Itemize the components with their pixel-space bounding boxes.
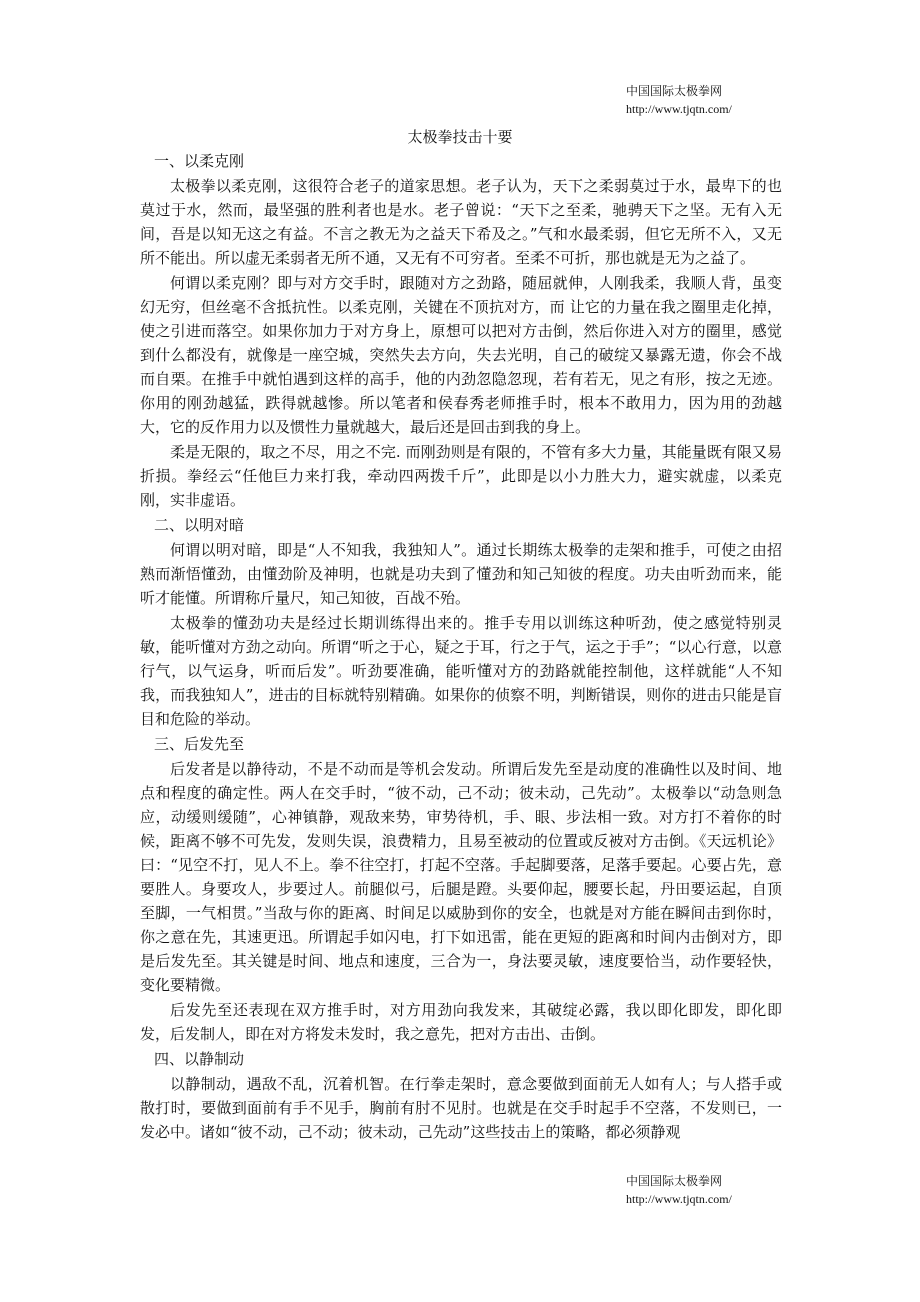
section-4-paragraph: 以静制动，遇敌不乱，沉着机智。在行拳走架时，意念要做到面前无人如有人；与人搭手或散打时，要做到面前有手不见手，胸前有肘不见肘。也就是在交手时起手不空落，不发则已，一发必中。诸如“彼不动，己不动；彼未动，己先动”这些技击上的策略，都必须静观 [140, 1075, 782, 1141]
header-site-name: 中国国际太极拳网 [626, 84, 723, 98]
section-1-heading: 一、以柔克刚 [154, 152, 245, 170]
article-body [140, 149, 782, 1145]
section-1-paragraph: 柔是无限的，取之不尽，用之不完. 而刚劲则是有限的，不管有多大力量，其能量既有限又易折损。拳经云“任他巨力来打我，牵动四两拨千斤”，此即是以小力胜大力，避实就虚，以柔克刚，实非虚语。 [140, 443, 782, 509]
document-title: 太极拳技击十要 [407, 128, 513, 146]
footer-url: http://www.tjqtn.com/ [626, 1192, 732, 1206]
section-1-paragraph: 何谓以柔克刚？即与对方交手时，跟随对方之劲路，随屈就伸，人刚我柔，我顺人背，虽变幻无穷，但丝毫不含抵抗性。以柔克刚，关键在不顶抗对方，而 让它的力量在我之圈里走化掉，使之引进而落空。如果你加力于对方身上，原想可以把对方击倒，然后你进入对方的圈里，感觉到什么都没有，就像是一座空城，突然失去方向，失去光明，自己的破绽又暴露无遗，你会不战而自栗。在推手中就怕遇到这样的高手，他的内劲忽隐忽现，若有若无，见之有形，按之无迹。你用的刚劲越猛，跌得就越惨。所以笔者和侯春秀老师推手时，根本不敢用力，因为用的劲越大，它的反作用力以及惯性力量就越大，最后还是回击到我的身上。 [140, 274, 782, 436]
section-3-paragraph: 后发先至还表现在双方推手时，对方用劲向我发来，其破绽必露，我以即化即发，即化即发，后发制人，即在对方将发未发时，我之意先，把对方击出、击倒。 [140, 1001, 782, 1043]
page-footer [626, 1172, 732, 1208]
section-2-heading: 二、以明对暗 [154, 516, 245, 534]
section-1-paragraph: 太极拳以柔克刚，这很符合老子的道家思想。老子认为，天下之柔弱莫过于水，最卑下的也莫过于水，然而，最坚强的胜利者也是水。老子曾说：“天下之至柔，驰骋天下之坚。无有入无间，吾是以知无这之有益。不言之教无为之益天下希及之。”气和水最柔弱，但它无所不入，又无所不能出。所以虚无柔弱者无所不通，又无有不可穷者。至柔不可折，那也就是无为之益了。 [140, 177, 782, 267]
section-2-paragraph: 何谓以明对暗，即是“人不知我，我独知人”。通过长期练太极拳的走架和推手，可使之由招熟而渐悟懂劲，由懂劲阶及神明，也就是功夫到了懂劲和知己知彼的程度。功夫由听劲而来，能听才能懂。所谓称斤量尺，知己知彼，百战不殆。 [140, 541, 782, 607]
section-3-paragraph: 后发者是以静待动，不是不动而是等机会发动。所谓后发先至是动度的准确性以及时间、地点和程度的确定性。两人在交手时，“彼不动，己不动；彼未动，己先动”。太极拳以“动急则急应，动缓则缓随”，心神镇静，观敌来势，审势待机，手、眼、步法相一致。对方打不着你的时候，距离不够不可先发，发则失误，浪费精力，且易至被动的位置或反被对方击倒。《天远机论》曰：“见空不打，见人不上。拳不往空打，打起不空落。手起脚要落，足落手要起。心要占先，意要胜人。身要攻人，步要过人。前腿似弓，后腿是蹬。头要仰起，腰要长起，丹田要运起，自顶至脚，一气相贯。”当敌与你的距离、时间足以威胁到你的安全，也就是对方能在瞬间击到你时，你之意在先，其速更迅。所谓起手如闪电，打下如迅雷，能在更短的距离和时间内击倒对方，即是后发先至。其关键是时间、地点和速度，三合为一，身法要灵敏，速度要恰当，动作要轻快，变化要精微。 [140, 760, 782, 994]
section-4-heading: 四、以静制动 [154, 1050, 245, 1068]
header-url: http://www.tjqtn.com/ [626, 102, 732, 116]
section-2-paragraph: 太极拳的懂劲功夫是经过长期训练得出来的。推手专用以训练这种听劲，使之感觉特别灵敏，能听懂对方劲之动向。所谓“听之于心，疑之于耳，行之于气，运之于手”；“以心行意，以意行气，以气运身，听而后发”。听劲要准确，能听懂对方的劲路就能控制他，这样就能“人不知我，而我独知人”，进击的目标就特别精确。如果你的侦察不明，判断错误，则你的进击只能是盲目和危险的举动。 [140, 614, 782, 728]
page-header [626, 82, 732, 118]
footer-site-name: 中国国际太极拳网 [626, 1174, 723, 1188]
section-3-heading: 三、后发先至 [154, 735, 245, 753]
